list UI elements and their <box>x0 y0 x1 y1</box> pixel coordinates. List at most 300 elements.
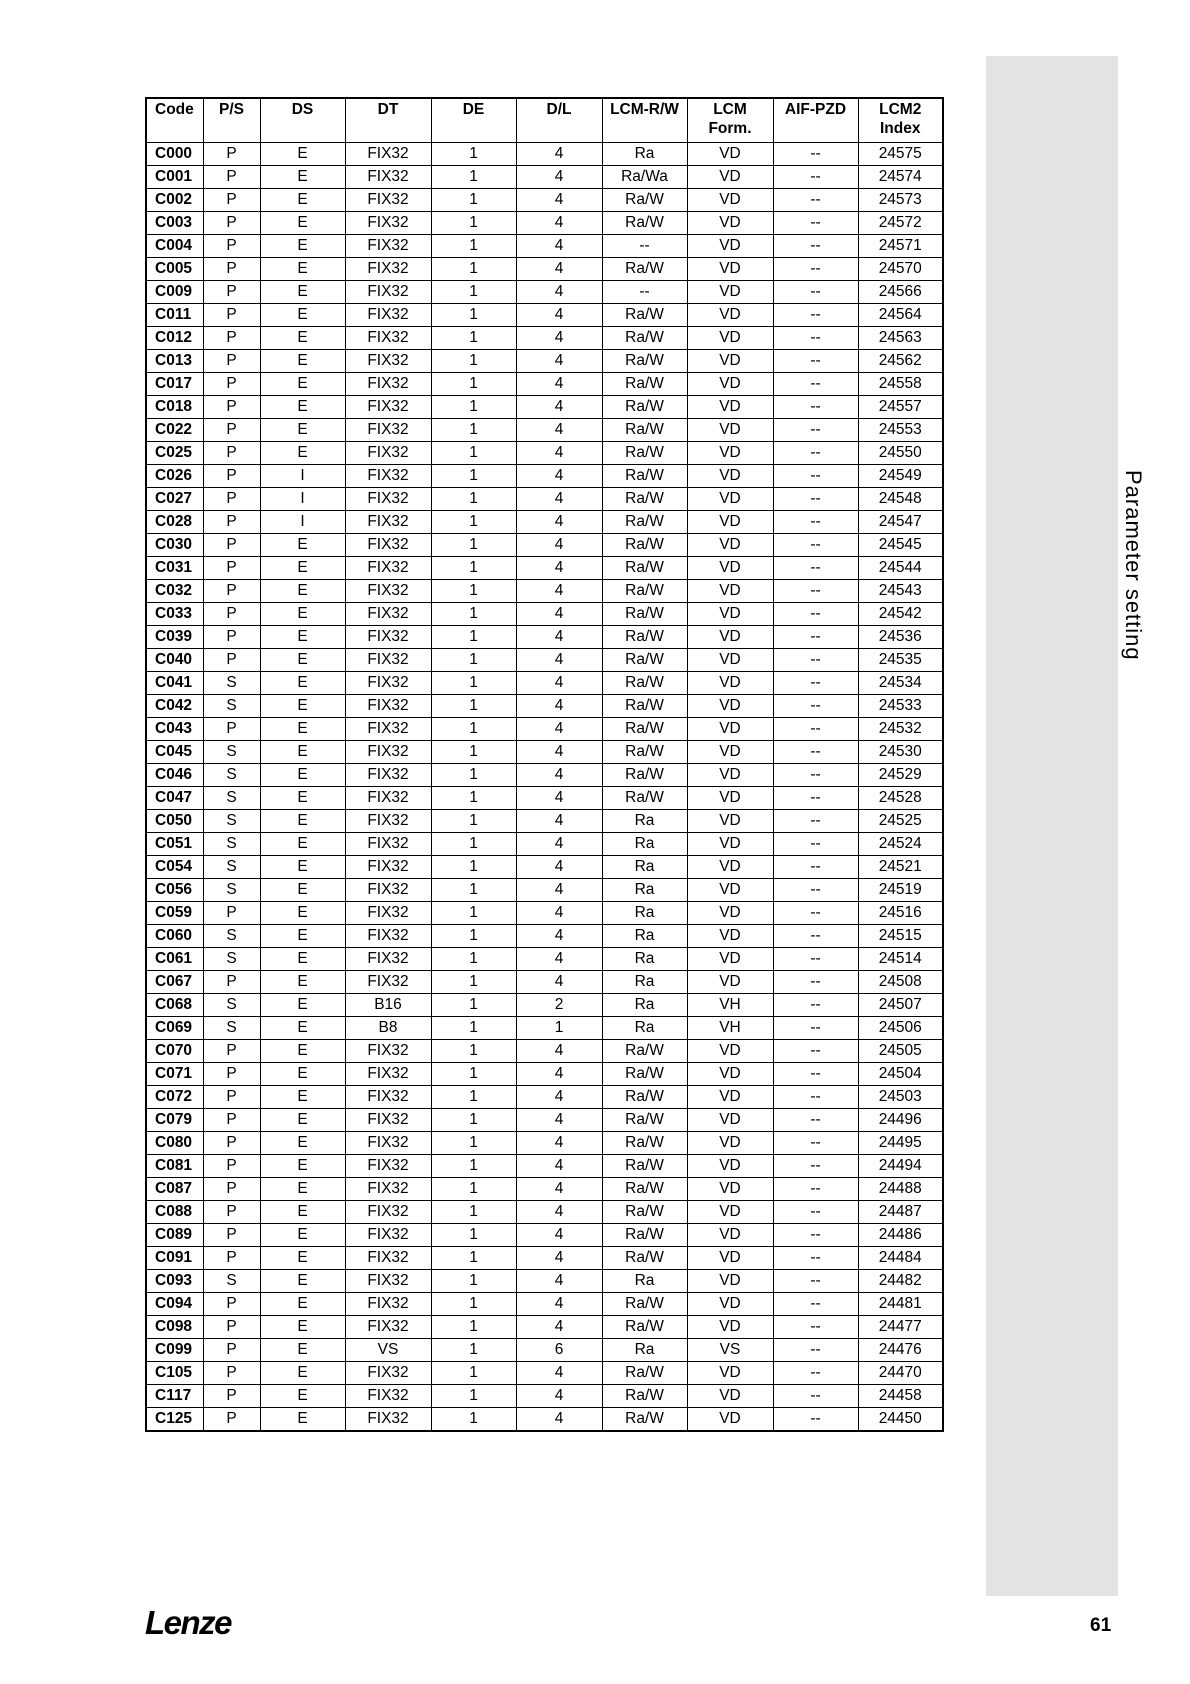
table-cell: -- <box>773 1339 858 1362</box>
code-cell: C060 <box>146 925 203 948</box>
table-cell: 4 <box>516 810 602 833</box>
table-cell: P <box>203 603 260 626</box>
table-cell: -- <box>773 1086 858 1109</box>
table-cell: Ra/W <box>602 1063 687 1086</box>
table-cell: 24550 <box>858 442 943 465</box>
code-cell: C079 <box>146 1109 203 1132</box>
table-cell: VD <box>687 1063 773 1086</box>
table-cell: P <box>203 1247 260 1270</box>
table-cell: E <box>260 948 345 971</box>
table-cell: 1 <box>431 1247 516 1270</box>
table-cell: -- <box>773 810 858 833</box>
code-cell: C046 <box>146 764 203 787</box>
table-cell: -- <box>773 511 858 534</box>
table-cell: P <box>203 1224 260 1247</box>
table-cell: E <box>260 718 345 741</box>
table-cell: 1 <box>431 465 516 488</box>
table-cell: E <box>260 212 345 235</box>
code-cell: C087 <box>146 1178 203 1201</box>
table-cell: 1 <box>431 1201 516 1224</box>
table-cell: P <box>203 350 260 373</box>
table-cell: Ra/W <box>602 511 687 534</box>
table-cell: 4 <box>516 833 602 856</box>
table-cell: 24525 <box>858 810 943 833</box>
table-cell: P <box>203 488 260 511</box>
table-cell: E <box>260 557 345 580</box>
table-cell: P <box>203 626 260 649</box>
code-cell: C017 <box>146 373 203 396</box>
table-cell: FIX32 <box>345 419 431 442</box>
table-cell: Ra <box>602 925 687 948</box>
table-cell: 1 <box>431 810 516 833</box>
table-cell: 4 <box>516 1224 602 1247</box>
table-cell: FIX32 <box>345 718 431 741</box>
table-cell: S <box>203 1270 260 1293</box>
table-cell: -- <box>773 695 858 718</box>
table-cell: VD <box>687 626 773 649</box>
table-cell: 24481 <box>858 1293 943 1316</box>
table-cell: 4 <box>516 258 602 281</box>
table-cell: 1 <box>431 833 516 856</box>
table-cell: 24547 <box>858 511 943 534</box>
table-cell: P <box>203 902 260 925</box>
table-cell: -- <box>773 327 858 350</box>
table-cell: Ra/W <box>602 787 687 810</box>
table-row <box>146 1316 943 1339</box>
code-cell: C040 <box>146 649 203 672</box>
table-cell: E <box>260 1293 345 1316</box>
table-cell: P <box>203 1293 260 1316</box>
table-cell: 1 <box>431 1017 516 1040</box>
lenze-logo: Lenze <box>145 1604 232 1641</box>
table-cell: 1 <box>431 1224 516 1247</box>
table-row <box>146 465 943 488</box>
table-cell: Ra <box>602 856 687 879</box>
table-row <box>146 212 943 235</box>
code-cell: C002 <box>146 189 203 212</box>
table-cell: 4 <box>516 626 602 649</box>
table-cell: 1 <box>431 1408 516 1432</box>
table-cell: Ra/W <box>602 350 687 373</box>
table-cell: B8 <box>345 1017 431 1040</box>
table-cell: VD <box>687 1201 773 1224</box>
parameter-table <box>145 97 944 1432</box>
table-cell: 24482 <box>858 1270 943 1293</box>
table-header-row <box>146 98 943 143</box>
code-cell: C001 <box>146 166 203 189</box>
table-cell: Ra/W <box>602 1086 687 1109</box>
table-cell: FIX32 <box>345 672 431 695</box>
table-cell: VD <box>687 488 773 511</box>
table-cell: VD <box>687 327 773 350</box>
table-cell: P <box>203 649 260 672</box>
table-cell: 1 <box>431 718 516 741</box>
table-cell: 4 <box>516 695 602 718</box>
table-cell: 4 <box>516 281 602 304</box>
table-cell: 4 <box>516 212 602 235</box>
table-cell: Ra/W <box>602 1293 687 1316</box>
table-cell: E <box>260 672 345 695</box>
table-cell: VD <box>687 603 773 626</box>
table-cell: P <box>203 419 260 442</box>
table-cell: 1 <box>431 902 516 925</box>
table-cell: 1 <box>431 741 516 764</box>
table-cell: 1 <box>431 350 516 373</box>
table-cell: E <box>260 1109 345 1132</box>
table-cell: E <box>260 1201 345 1224</box>
table-cell: VD <box>687 304 773 327</box>
table-cell: VD <box>687 925 773 948</box>
table-cell: 1 <box>431 695 516 718</box>
table-cell: P <box>203 511 260 534</box>
table-cell: 4 <box>516 327 602 350</box>
table-row <box>146 442 943 465</box>
table-cell: -- <box>773 1178 858 1201</box>
table-cell: P <box>203 1040 260 1063</box>
table-row <box>146 258 943 281</box>
table-cell: P <box>203 327 260 350</box>
table-cell: P <box>203 1178 260 1201</box>
table-cell: 24470 <box>858 1362 943 1385</box>
table-cell: -- <box>773 1408 858 1432</box>
table-cell: 4 <box>516 235 602 258</box>
table-cell: FIX32 <box>345 189 431 212</box>
table-cell: E <box>260 971 345 994</box>
table-row <box>146 327 943 350</box>
table-cell: 24529 <box>858 764 943 787</box>
code-cell: C051 <box>146 833 203 856</box>
table-cell: 1 <box>431 649 516 672</box>
table-cell: E <box>260 1408 345 1432</box>
table-row <box>146 488 943 511</box>
table-row <box>146 557 943 580</box>
table-row <box>146 304 943 327</box>
table-cell: Ra/W <box>602 718 687 741</box>
table-cell: 24504 <box>858 1063 943 1086</box>
table-cell: Ra/W <box>602 1178 687 1201</box>
table-cell: 1 <box>431 971 516 994</box>
table-cell: E <box>260 1270 345 1293</box>
table-cell: FIX32 <box>345 488 431 511</box>
table-row <box>146 626 943 649</box>
table-cell: 24564 <box>858 304 943 327</box>
table-row <box>146 603 943 626</box>
code-cell: C025 <box>146 442 203 465</box>
table-cell: 1 <box>431 1270 516 1293</box>
table-cell: 24548 <box>858 488 943 511</box>
table-cell: 24516 <box>858 902 943 925</box>
table-cell: S <box>203 764 260 787</box>
table-cell: 24536 <box>858 626 943 649</box>
table-cell: FIX32 <box>345 833 431 856</box>
table-cell: VD <box>687 787 773 810</box>
table-row <box>146 235 943 258</box>
table-cell: 1 <box>431 626 516 649</box>
table-row <box>146 1201 943 1224</box>
table-cell: 1 <box>431 235 516 258</box>
table-cell: FIX32 <box>345 626 431 649</box>
code-cell: C050 <box>146 810 203 833</box>
table-cell: 1 <box>431 1040 516 1063</box>
column-header: LCM Form. <box>687 98 773 143</box>
table-cell: E <box>260 810 345 833</box>
table-cell: 4 <box>516 557 602 580</box>
code-cell: C031 <box>146 557 203 580</box>
table-cell: VD <box>687 143 773 166</box>
table-cell: VD <box>687 1293 773 1316</box>
table-cell: P <box>203 1132 260 1155</box>
table-cell: -- <box>773 833 858 856</box>
table-cell: VD <box>687 1224 773 1247</box>
table-cell: P <box>203 1408 260 1432</box>
table-cell: 4 <box>516 1178 602 1201</box>
code-cell: C013 <box>146 350 203 373</box>
table-cell: 1 <box>431 764 516 787</box>
table-cell: 1 <box>431 1155 516 1178</box>
table-cell: FIX32 <box>345 1385 431 1408</box>
table-cell: 1 <box>431 189 516 212</box>
table-cell: -- <box>773 718 858 741</box>
table-cell: 4 <box>516 1385 602 1408</box>
table-cell: 24553 <box>858 419 943 442</box>
table-cell: Ra <box>602 810 687 833</box>
table-cell: -- <box>773 1017 858 1040</box>
table-cell: 24507 <box>858 994 943 1017</box>
table-cell: 1 <box>431 511 516 534</box>
table-cell: 4 <box>516 304 602 327</box>
table-cell: VD <box>687 971 773 994</box>
table-cell: 4 <box>516 925 602 948</box>
table-row <box>146 1385 943 1408</box>
table-cell: FIX32 <box>345 511 431 534</box>
table-cell: -- <box>602 235 687 258</box>
table-cell: P <box>203 373 260 396</box>
table-cell: FIX32 <box>345 879 431 902</box>
table-cell: E <box>260 281 345 304</box>
table-cell: 24545 <box>858 534 943 557</box>
table-row <box>146 1132 943 1155</box>
table-cell: P <box>203 1339 260 1362</box>
table-cell: 4 <box>516 1293 602 1316</box>
table-cell: -- <box>773 304 858 327</box>
table-cell: VD <box>687 534 773 557</box>
table-cell: VD <box>687 419 773 442</box>
table-cell: 24505 <box>858 1040 943 1063</box>
table-cell: VD <box>687 373 773 396</box>
table-cell: FIX32 <box>345 1086 431 1109</box>
table-cell: VD <box>687 350 773 373</box>
table-cell: Ra/W <box>602 304 687 327</box>
table-cell: 24533 <box>858 695 943 718</box>
table-cell: 24524 <box>858 833 943 856</box>
code-cell: C028 <box>146 511 203 534</box>
table-cell: 1 <box>431 879 516 902</box>
table-cell: VD <box>687 1362 773 1385</box>
table-cell: E <box>260 1362 345 1385</box>
table-cell: Ra <box>602 971 687 994</box>
table-cell: 4 <box>516 971 602 994</box>
code-cell: C042 <box>146 695 203 718</box>
table-cell: Ra/W <box>602 396 687 419</box>
table-cell: FIX32 <box>345 281 431 304</box>
code-cell: C045 <box>146 741 203 764</box>
table-cell: -- <box>773 1201 858 1224</box>
table-cell: 1 <box>431 1316 516 1339</box>
table-cell: FIX32 <box>345 534 431 557</box>
table-cell: E <box>260 925 345 948</box>
table-cell: VD <box>687 1316 773 1339</box>
table-cell: Ra/W <box>602 603 687 626</box>
table-cell: -- <box>773 741 858 764</box>
table-cell: FIX32 <box>345 856 431 879</box>
table-row <box>146 350 943 373</box>
table-cell: E <box>260 442 345 465</box>
table-cell: 24566 <box>858 281 943 304</box>
table-cell: -- <box>602 281 687 304</box>
table-cell: VD <box>687 1155 773 1178</box>
table-cell: 4 <box>516 649 602 672</box>
table-cell: -- <box>773 557 858 580</box>
code-cell: C071 <box>146 1063 203 1086</box>
table-cell: Ra <box>602 994 687 1017</box>
table-cell: -- <box>773 902 858 925</box>
table-cell: 4 <box>516 1270 602 1293</box>
table-cell: E <box>260 787 345 810</box>
table-cell: Ra/W <box>602 1109 687 1132</box>
table-cell: -- <box>773 1362 858 1385</box>
table-cell: VD <box>687 1247 773 1270</box>
table-cell: 1 <box>431 442 516 465</box>
table-row <box>146 1155 943 1178</box>
table-cell: S <box>203 787 260 810</box>
table-row <box>146 1408 943 1432</box>
code-cell: C081 <box>146 1155 203 1178</box>
code-cell: C039 <box>146 626 203 649</box>
code-cell: C027 <box>146 488 203 511</box>
table-cell: VH <box>687 1017 773 1040</box>
table-cell: P <box>203 465 260 488</box>
table-cell: 4 <box>516 1201 602 1224</box>
table-cell: FIX32 <box>345 603 431 626</box>
table-cell: FIX32 <box>345 327 431 350</box>
table-cell: 4 <box>516 166 602 189</box>
table-cell: 4 <box>516 1063 602 1086</box>
table-cell: 4 <box>516 396 602 419</box>
table-cell: E <box>260 1063 345 1086</box>
table-cell: -- <box>773 1132 858 1155</box>
table-cell: 24542 <box>858 603 943 626</box>
code-cell: C011 <box>146 304 203 327</box>
code-cell: C022 <box>146 419 203 442</box>
table-cell: -- <box>773 1155 858 1178</box>
table-cell: Ra/W <box>602 1408 687 1432</box>
table-cell: Ra/W <box>602 1155 687 1178</box>
table-cell: B16 <box>345 994 431 1017</box>
table-cell: 1 <box>431 1339 516 1362</box>
table-cell: 6 <box>516 1339 602 1362</box>
table-row <box>146 741 943 764</box>
table-cell: VD <box>687 166 773 189</box>
table-cell: VD <box>687 465 773 488</box>
column-header: Code <box>146 98 203 143</box>
table-cell: -- <box>773 1270 858 1293</box>
table-cell: Ra <box>602 948 687 971</box>
code-cell: C059 <box>146 902 203 925</box>
table-cell: -- <box>773 189 858 212</box>
table-cell: -- <box>773 1293 858 1316</box>
table-cell: E <box>260 1385 345 1408</box>
code-cell: C091 <box>146 1247 203 1270</box>
table-row <box>146 649 943 672</box>
table-cell: 24515 <box>858 925 943 948</box>
code-cell: C054 <box>146 856 203 879</box>
code-cell: C003 <box>146 212 203 235</box>
table-cell: E <box>260 1040 345 1063</box>
table-cell: 24574 <box>858 166 943 189</box>
table-row <box>146 971 943 994</box>
code-cell: C056 <box>146 879 203 902</box>
table-cell: 24477 <box>858 1316 943 1339</box>
code-cell: C080 <box>146 1132 203 1155</box>
table-cell: 4 <box>516 1086 602 1109</box>
table-cell: VD <box>687 810 773 833</box>
table-cell: Ra/W <box>602 764 687 787</box>
table-cell: 1 <box>431 1362 516 1385</box>
code-cell: C089 <box>146 1224 203 1247</box>
table-cell: FIX32 <box>345 695 431 718</box>
table-cell: 4 <box>516 1132 602 1155</box>
table-cell: VD <box>687 1040 773 1063</box>
table-cell: Ra/W <box>602 1132 687 1155</box>
table-cell: P <box>203 580 260 603</box>
table-row <box>146 1109 943 1132</box>
table-cell: FIX32 <box>345 1362 431 1385</box>
table-cell: E <box>260 350 345 373</box>
table-cell: 1 <box>431 327 516 350</box>
table-cell: Ra/W <box>602 1385 687 1408</box>
table-cell: 4 <box>516 603 602 626</box>
table-cell: VD <box>687 511 773 534</box>
table-cell: E <box>260 856 345 879</box>
table-cell: E <box>260 1086 345 1109</box>
table-cell: 4 <box>516 1362 602 1385</box>
table-cell: 1 <box>431 1086 516 1109</box>
table-cell: VD <box>687 1385 773 1408</box>
table-cell: E <box>260 833 345 856</box>
table-cell: VD <box>687 741 773 764</box>
table-cell: 24575 <box>858 143 943 166</box>
table-cell: -- <box>773 1040 858 1063</box>
table-row <box>146 718 943 741</box>
column-header: DT <box>345 98 431 143</box>
table-row <box>146 856 943 879</box>
table-cell: 1 <box>516 1017 602 1040</box>
table-row <box>146 925 943 948</box>
table-row <box>146 764 943 787</box>
table-cell: FIX32 <box>345 1224 431 1247</box>
table-cell: 1 <box>431 534 516 557</box>
table-cell: P <box>203 1385 260 1408</box>
table-cell: -- <box>773 396 858 419</box>
table-cell: FIX32 <box>345 1247 431 1270</box>
code-cell: C094 <box>146 1293 203 1316</box>
table-cell: 1 <box>431 488 516 511</box>
code-cell: C125 <box>146 1408 203 1432</box>
table-cell: Ra <box>602 1017 687 1040</box>
table-cell: E <box>260 235 345 258</box>
table-cell: 24572 <box>858 212 943 235</box>
table-cell: -- <box>773 1063 858 1086</box>
